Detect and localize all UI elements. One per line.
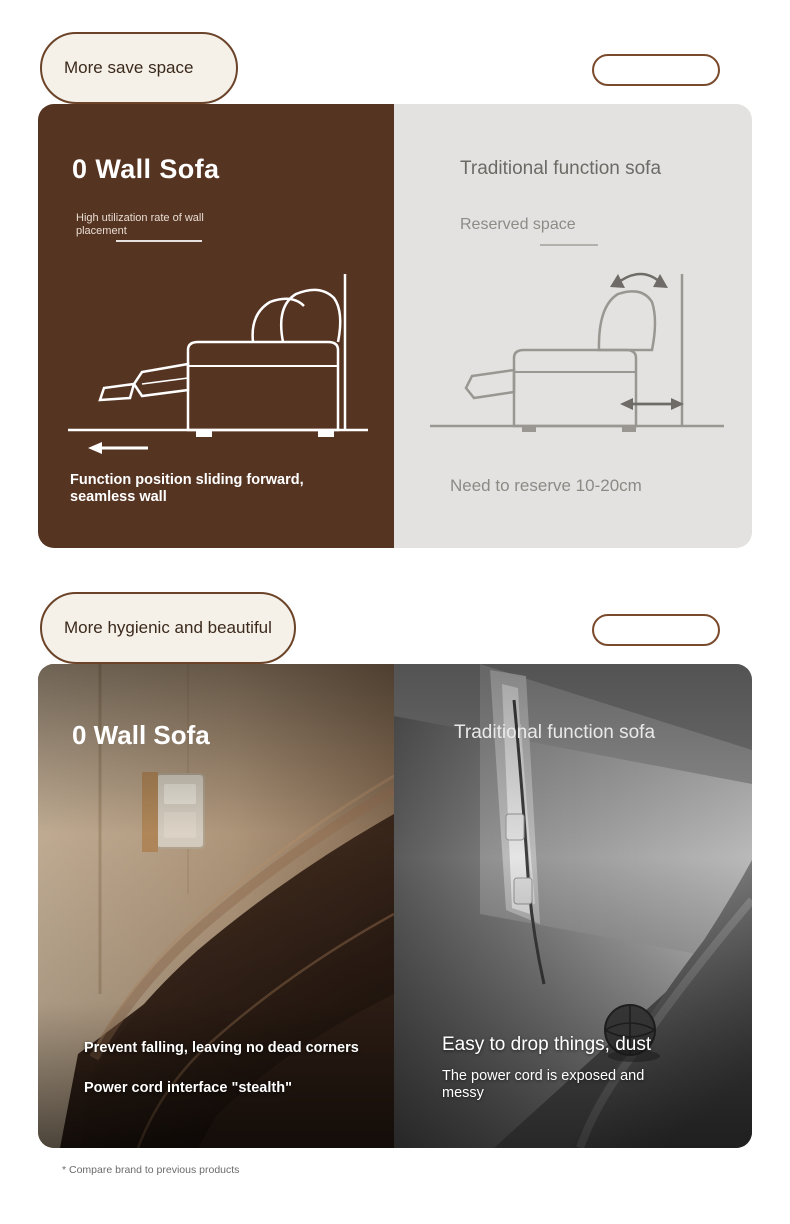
photo-title-right-2: Traditional function sofa	[454, 722, 656, 743]
photo-traditional-sofa-gap	[394, 664, 752, 1148]
photo-caption-right-2a: Easy to drop things, dust	[442, 1034, 652, 1055]
section-save-space	[38, 32, 752, 548]
photo-caption-right-2b: The power cord is exposed and messy	[442, 1068, 645, 1101]
footnote-text: * Compare brand to previous products	[62, 1164, 240, 1176]
section-hygienic-beautiful	[38, 592, 752, 1148]
underline-rule	[116, 240, 202, 242]
decorative-pill-2	[592, 614, 720, 646]
panel-subtitle-right-1: Reserved space	[460, 216, 576, 233]
photo-caption-left-2a: Prevent falling, leaving no dead corners	[84, 1040, 359, 1056]
tab-more-save-space[interactable]	[40, 32, 238, 104]
panel-caption-left-1: Function position sliding forward, seamless wall	[70, 472, 304, 505]
panel-subtitle-left-1: High utilization rate of wall placement	[76, 212, 204, 237]
photo-title-left-2: 0 Wall Sofa	[72, 720, 210, 750]
panel-caption-right-1: Need to reserve 10-20cm	[450, 476, 642, 495]
tab-label: More save space	[64, 58, 194, 77]
comparison-panel-row-2	[38, 664, 752, 1148]
decorative-pill-1	[592, 54, 720, 86]
photo-zero-wall-sofa	[38, 664, 394, 1148]
panel-title-right-1: Traditional function sofa	[460, 158, 662, 179]
tab-more-hygienic-and-beautiful[interactable]	[40, 592, 296, 664]
photo-caption-left-2b: Power cord interface "stealth"	[84, 1080, 292, 1096]
panel-traditional-sofa-diagram	[394, 104, 752, 548]
sofa-with-gap-line-art-icon	[394, 254, 752, 474]
underline-rule	[540, 244, 598, 246]
sofa-reclined-line-art-icon	[38, 254, 394, 474]
panel-zero-wall-sofa-diagram	[38, 104, 394, 548]
panel-title-left-1: 0 Wall Sofa	[72, 154, 220, 184]
comparison-panel-row-1	[38, 104, 752, 548]
tab-label: More hygienic and beautiful	[64, 618, 272, 637]
